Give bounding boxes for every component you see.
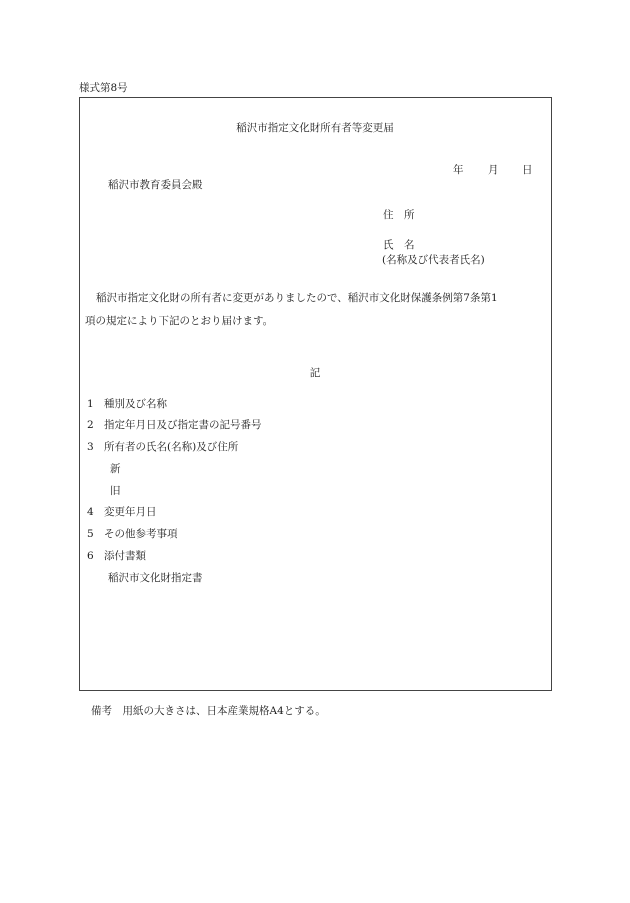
item-3-old: 旧	[110, 485, 121, 497]
item-1-label: 種別及び名称	[104, 398, 167, 410]
remark: 備考 用紙の大きさは、日本産業規格A4とする。	[91, 705, 326, 717]
form-title: 稲沢市指定文化財所有者等変更届	[236, 122, 394, 134]
date-year: 年	[453, 164, 464, 176]
item-2-label: 指定年月日及び指定書の記号番号	[104, 419, 262, 431]
item-1-number: 1	[87, 398, 94, 410]
item-4-label: 変更年月日	[104, 506, 157, 518]
name-label: 氏 名	[383, 239, 415, 251]
item-3-new: 新	[110, 463, 121, 475]
body-line-1: 稲沢市指定文化財の所有者に変更がありましたので、稲沢市文化財保護条例第7条第1	[96, 292, 498, 304]
item-5-number: 5	[87, 528, 94, 540]
item-3-label: 所有者の氏名(名称)及び住所	[104, 441, 239, 453]
date-day: 日	[522, 164, 533, 176]
item-5-label: その他参考事項	[104, 528, 178, 540]
ki-heading: 記	[309, 367, 321, 379]
item-6-attachment: 稲沢市文化財指定書	[108, 572, 203, 584]
item-2-number: 2	[87, 419, 94, 431]
name-note: (名称及び代表者氏名)	[382, 254, 485, 266]
item-3-number: 3	[87, 441, 94, 453]
date-month: 月	[488, 164, 499, 176]
address-label: 住 所	[383, 209, 415, 221]
item-6-label: 添付書類	[104, 550, 146, 562]
addressee: 稲沢市教育委員会殿	[108, 179, 203, 191]
item-6-number: 6	[87, 550, 94, 562]
form-number: 様式第8号	[79, 82, 128, 94]
body-line-2: 項の規定により下記のとおり届けます。	[85, 315, 274, 327]
item-4-number: 4	[87, 506, 94, 518]
